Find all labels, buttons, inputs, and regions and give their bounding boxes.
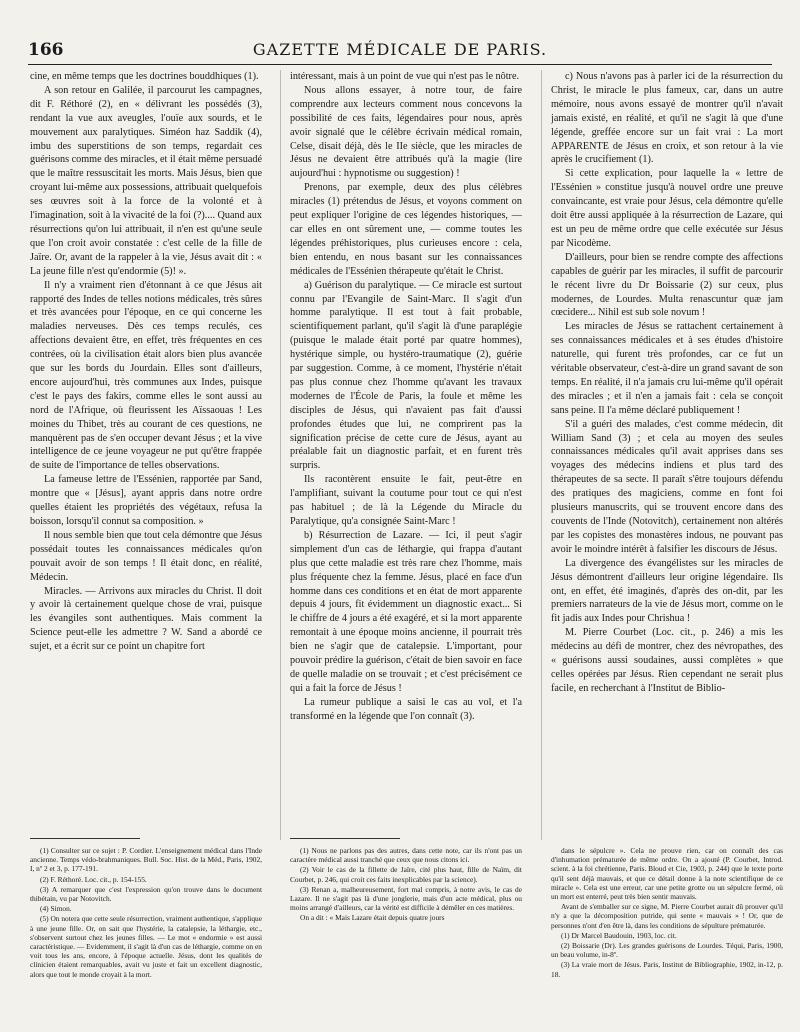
- paragraph: La divergence des évangélistes sur les miracles de Jésus démontrent d'ailleurs leur origine légendaire. Ils ont, en effet, été imaginés, d'après des on-dit, par les premiers narrateurs de la vie de Jésus mort, comme on le fit jadis aux Indes pour Chrishua !: [551, 557, 783, 625]
- footnote: (2) F. Réthoré. Loc. cit., p. 154-155.: [40, 874, 147, 884]
- paragraph: Si cette explication, pour laquelle la « lettre de l'Essénien » constitue jusqu'à nouvel ordre une preuve convaincante, est vraie pour Jésus, cela démontre qu'elle doit être aussi appliquée à la résurrection de Lazare, qui est un peu de même ordre que celle exécutée sur Jésus par Nicodème.: [551, 168, 783, 249]
- paragraph: M. Pierre Courbet (Loc. cit., p. 246) a mis les médecins au défi de montrer, chez des névropathes, des « guérisons aussi soudaines, aussi complètes » que celles opérées par Jésus. Rien cependant ne serait plus facile, en recherchant à l'Institut de Biblio-: [551, 627, 783, 694]
- footnote-rule: [30, 838, 140, 839]
- footnotes-column-1: [30, 846, 262, 1026]
- footnote: (1) Nous ne parlons pas des autres, dans cette note, car ils n'ont pas un caractère médical aussi tranché que ceux que nous citons ici.: [290, 846, 522, 865]
- paragraph: S'il a guéri des malades, c'est comme médecin, dit William Sand (3) ; et cela au moyen des seules connaissances médicales qu'il avait apprises dans ses voyages des médecins indiens et plus tard des thérapeutes de sa secte. Il paraît s'être toujours défendu des pratiques des magiciens, comme en font foi plusieurs manuscrits, qui se trouvent encore dans des couvents de l'Inde (Notovitch), certainement non altérés par les copistes des monastères indous, ne pouvant pas avoir le moindre intérêt à falsifier les discours de Jésus.: [551, 418, 783, 555]
- footnote: (1) Dr Marcel Baudouin, 1903, loc. cit.: [561, 930, 677, 940]
- footnote: Avant de s'emballer sur ce signe, M. Pierre Courbet aurait dû prouver qu'il n'y a que la décomposition putride, qui sente « mauvais » ! Or, que de personnes n'ont d'en être là, dans les conditions de sépulture prématurée.: [551, 902, 783, 930]
- page-number: 166: [28, 40, 64, 60]
- paragraph: Ils racontèrent ensuite le fait, peut-être en l'amplifiant, suivant la coutume pour tout ce qui n'est pas habituel ; de là la Légende du Miracle du Paralytique, qu'a consignée Saint-Marc !: [290, 474, 522, 527]
- page-header: [28, 36, 772, 65]
- column-rule: [541, 70, 542, 840]
- paragraph: b) Résurrection de Lazare. — Ici, il peut s'agir simplement d'un cas de léthargie, qui frappa d'autant plus que cette maladie est très rare chez l'homme, mais plus fréquente chez la femme. Jésus, placé en face d'un homme dans ces conditions et en état de mort apparente depuis 4 jours, fit évidemment un diagnostic exact... Si le chiffre de 4 jours a été exagéré, et si la mort apparente remontait à une époque moins ancienne, il pourrait très bien ne s'agir que de catalepsie. L'important, pour pouvoir prédire la guérison, c'était de bien savoir en face de quelle maladie on se trouvait ; et c'est précisément ce qui a fait la force de Jésus !: [290, 529, 522, 694]
- paragraph: Nous allons essayer, à notre tour, de faire comprendre aux lecteurs comment nous concevons la possibilité de ces faits, légendaires pour nous, après avoir signalé que le célèbre écrivain médical romain, Celse, disait déjà, dès le IIe siècle, que les miracles de Jésus ne devaient être attribués qu'à la magie (lire aujourd'hui : hypnotisme ou suggestion) !: [290, 84, 522, 180]
- paragraph: intéressant, mais à un point de vue qui n'est pas le nôtre.: [290, 71, 520, 82]
- paragraph: Il n'y a vraiment rien d'étonnant à ce que Jésus ait rapporté des Indes de telles notions médicales, très sûres et très avancées pour l'époque, en ce qui concerne les maladies nerveuses. Dès ces temps reculés, ces affections devaient être, en effet, très fréquentes en ces contrées, où la civilisation était alors bien plus avancée que sur les bords du Jourdain. Elles sont d'ailleurs, encore aujourd'hui, très communes aux Indes, puisque c'est le pays des fakirs, comme elles le sont aussi au nord de l'Afrique, où fleurissent les Aïssaouas ! Les moines du Thibet, très au courant de ces questions, ne manquèrent pas de s'en occuper devant Jésus ; et la vive intelligence de ce jeune voyageur ne put qu'être frappée de suite de l'importance de telles observations.: [30, 279, 262, 472]
- running-title: GAZETTE MÉDICALE DE PARIS.: [252, 40, 548, 59]
- paragraph: La rumeur publique a saisi le cas au vol, et l'a transformé en la légende que l'on connaît (3).: [290, 696, 522, 722]
- paragraph: La fameuse lettre de l'Essénien, rapportée par Sand, montre que « [Jésus], ayant appris dans notre ordre quelles étaient les propriétés des végétaux, refusa la boisson, lorsqu'il connut sa composition. »: [30, 474, 262, 527]
- footnote: (1) Consulter sur ce sujet : P. Cordier. L'enseignement médical dans l'Inde ancienne. Temps védo-brahmaniques. Bull. Soc. Hist. de la Méd., Paris, 1902, I, nº 2 et 3, p. 177-191.: [30, 846, 262, 874]
- footnotes-column-2: [290, 846, 522, 1026]
- footnote: (3) A remarquer que c'est l'expression qu'on trouve dans le document thibétain, vu par Notovitch.: [30, 884, 262, 904]
- column-1: [30, 70, 262, 840]
- paragraph: Il nous semble bien que tout cela démontre que Jésus possédait toutes les connaissances médicales qu'on pouvait avoir de son temps ! Il était donc, en réalité, Médecin.: [30, 529, 262, 583]
- footnote: (2) Voir le cas de la fillette de Jaïre, cité plus haut, fille de Naïm, dit Courbet, p. 246, qui croit ces faits inexplicables par la science).: [290, 865, 522, 884]
- footnote: (2) Boissarie (Dr). Les grandes guérisons de Lourdes. Téqui, Paris, 1900, un beau volume, in-8º.: [551, 941, 783, 960]
- paragraph: Les miracles de Jésus se rattachent certainement à ses connaissances médicales et à ses études d'histoire naturelle, qui furent très profondes, car ce fut un véritable observateur, c'est-à-dire un grand savant de son temps. En réalité, il n'a jamais cru lui-même qu'il opérait des miracles ; et il n'en a jamais fait : cela se conçoit sans peine. Il l'a même déclaré publiquement !: [551, 321, 783, 416]
- footnote: (4) Simon.: [40, 904, 72, 914]
- column-3: [551, 70, 783, 840]
- footnote: On a dit : « Mais Lazare était depuis quatre jours: [300, 913, 445, 923]
- paragraph: A son retour en Galilée, il parcourut les campagnes, dit F. Réthoré (2), en « délivrant les possédés (3), rendant la vue aux aveugles, l'ouïe aux sourds, et le mouvement aux paralytiques. Siméon haz Saddik (4), imbu des superstitions de son temps, regardait ces guérisons comme des miracles, et il était même persuadé que le maître ressuscitait les morts. Mais Jésus, bien que croyant lui-même aux possessions, attribuait quelquefois ses œuvres soit à la force de la volonté et à l'imagination, soit à la vivacité de la foi (?).... Quand aux résurrections qu'on lui attribuait, il n'en est qu'une seule que l'on croit avoir constatée : c'est celle de la fille de Jaïre. Or, avant de la rappeler à la vie, Jésus avait dit : « La jeune fille n'est qu'endormie (5)! ».: [30, 84, 262, 277]
- paragraph: cine, en même temps que les doctrines bouddhiques (1).: [30, 71, 259, 82]
- footnote: (3) La vraie mort de Jésus. Paris, Institut de Bibliographie, 1902, in-12, p. 18.: [551, 960, 783, 979]
- paragraph: c) Nous n'avons pas à parler ici de la résurrection du Christ, le miracle le plus fameux, car, dans un autre mémoire, nous avons essayé de montrer qu'il n'avait jamais existé, en réalité, et qu'il ne s'agit là que d'une légende, greffée encore sur un fait vrai : La mort APPARENTE de Jésus en croix, et son retour à la vie après le crucifiement (1).: [551, 71, 783, 166]
- footnote: dans le sépulcre ». Cela ne prouve rien, car on connaît des cas d'inhumation prématurée de même ordre. On a ajouté (P. Courbet, Introd. scient. à la foi chrétienne, Paris. Bloud et Cie, 1903, p. 244) que le texte porte qu'il sent déjà mauvais, et que ce détail donne à la note scientifique de ce miracle ». Cela est une erreur, car une petite grotte ou un sépulcre fermé, où un mort est enterré, peut très bien sentir mauvais.: [551, 846, 783, 902]
- footnote-rule: [290, 838, 400, 839]
- column-2: [290, 70, 522, 840]
- column-rule: [280, 70, 281, 840]
- footnote: (3) Renan a, malheureusement, fort mal compris, à notre avis, le cas de Lazare. Il ne s'agit pas là d'une jonglerie, mais d'un acte médical, plus ou moins arrangé d'ailleurs, car la vérité est difficile à démêler en ces matières.: [290, 884, 522, 913]
- paragraph: Miracles. — Arrivons aux miracles du Christ. Il doit y avoir là certainement quelque chose de vrai, puisque les évangiles sont authentiques. Mais comment la Science peut-elle les admettre ? W. Sand a abordé ce sujet, et a écrit sur ce point un chapitre fort: [30, 585, 262, 653]
- footnotes-column-3: [551, 846, 783, 1026]
- paragraph: D'ailleurs, pour bien se rendre compte des affections capables de guérir par les miracles, il suffit de parcourir le récent livre du Dr Boissarie (2) sur ceux, plus modernes, de Lourdes. Multa renascuntur quæ jam cœcidere... Nihil est sub sole novum !: [551, 251, 783, 319]
- paragraph: Prenons, par exemple, deux des plus célèbres miracles (1) prétendus de Jésus, et voyons comment on peut expliquer l'origine de ces légendes historiques, — car elles en ont sûrement une, — comme toutes les légendes préhistoriques, plus curieuses encore : cela, bien entendu, en nous basant sur les connaissances médicales de l'Essénien thérapeute qu'était le Christ.: [290, 182, 522, 277]
- footnote: (5) On notera que cette seule résurrection, vraiment authentique, s'applique à une jeune fille. Or, on sait que l'hystérie, la catalepsie, la léthargie, etc., s'observent surtout chez les jeunes filles. — Le mot « endormie » est aussi caractéristique. — Evidemment, il s'agit là d'un cas de léthargie, comme on en voit tous les ans, encore, à l'époque actuelle. Jésus, dont les qualités de clinicien étaient remarquables, avait vu juste et fait un excellent diagnostic, alors que tout le monde croyait à la mort.: [30, 914, 262, 979]
- paragraph: a) Guérison du paralytique. — Ce miracle est surtout connu par l'Evangile de Saint-Marc. Il s'agit d'un homme paralytique. Il est tout à fait probable, scientifiquement parlant, qu'il s'agit là d'une paraplégie (puisque le malade était porté par quatre hommes), hystérique simple, ou hystéro-traumatique (2), guérie par suggestion. Comme, à ce moment, l'hystérie n'était pas plus connue chez l'homme qu'avant les travaux modernes de l'École de Paris, la foule et même les disciples de Jésus, qui n'avaient pas fait d'aussi profondes études que lui, ne comprirent pas la signification précise de cette cure de Jésus, ayant au préalable fait un diagnostic parfait, et en furent très surpris.: [290, 279, 522, 472]
